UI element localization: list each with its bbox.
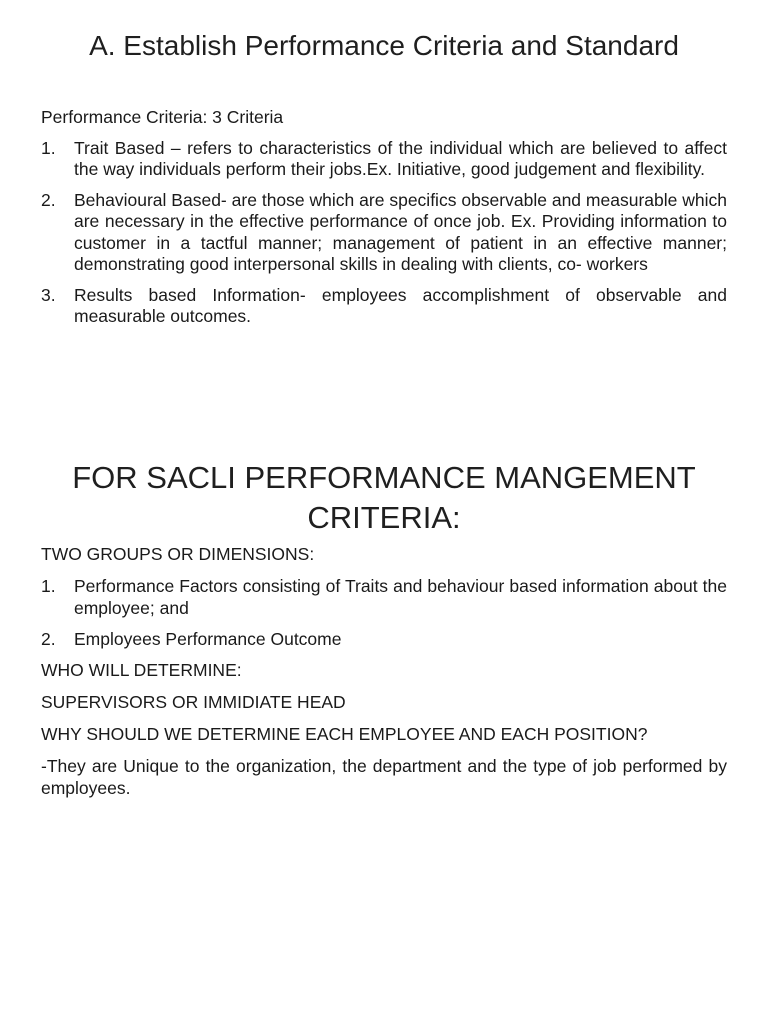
slide-content bbox=[41, 107, 727, 337]
list-item-text: Results based Information- employees accomplishment of observable and measurable outcomes. bbox=[74, 284, 727, 326]
slide-establish-criteria bbox=[0, 0, 768, 400]
list-item-text: Behavioural Based- are those which are specifics observable and measurable which are necessary in the effective performance of once job. Ex. Providing information to customer in a tactful manner; management of patient in an effective manner; demonstrating good interpersonal skills in dealing with clients, co- workers bbox=[74, 189, 727, 274]
list-item bbox=[41, 628, 727, 650]
list-item-text: Employees Performance Outcome bbox=[74, 629, 342, 649]
list-item-number: 1. bbox=[41, 576, 56, 596]
who-answer: SUPERVISORS OR IMMIDIATE HEAD bbox=[41, 692, 346, 712]
list-item bbox=[41, 285, 727, 328]
why-answer: -They are Unique to the organization, the department and the type of job performed by employees. bbox=[41, 756, 727, 798]
list-item-text: Performance Factors consisting of Traits and behaviour based information about the employee; and bbox=[74, 576, 727, 618]
list-item-number: 2. bbox=[41, 629, 56, 649]
list-item bbox=[41, 190, 727, 276]
list-item-number: 1. bbox=[41, 137, 56, 158]
list-item bbox=[41, 138, 727, 181]
criteria-intro: Performance Criteria: 3 Criteria bbox=[41, 107, 284, 127]
list-item-number: 2. bbox=[41, 189, 56, 210]
slide-content bbox=[41, 543, 727, 809]
list-item bbox=[41, 575, 727, 619]
why-heading: WHY SHOULD WE DETERMINE EACH EMPLOYEE AND EACH POSITION? bbox=[41, 724, 648, 744]
list-item-number: 3. bbox=[41, 284, 56, 305]
slide-title: A. Establish Performance Criteria and Standard bbox=[89, 30, 679, 61]
slide-title: FOR SACLI PERFORMANCE MANGEMENT CRITERIA: bbox=[72, 460, 696, 535]
dimensions-heading: TWO GROUPS OR DIMENSIONS: bbox=[41, 544, 315, 564]
list-item-text: Trait Based – refers to characteristics of the individual which are believed to affect the way individuals perform their jobs.Ex. Initiative, good judgement and flexibility. bbox=[74, 137, 727, 179]
slide-sacli-criteria bbox=[0, 440, 768, 860]
who-heading: WHO WILL DETERMINE: bbox=[41, 660, 242, 680]
